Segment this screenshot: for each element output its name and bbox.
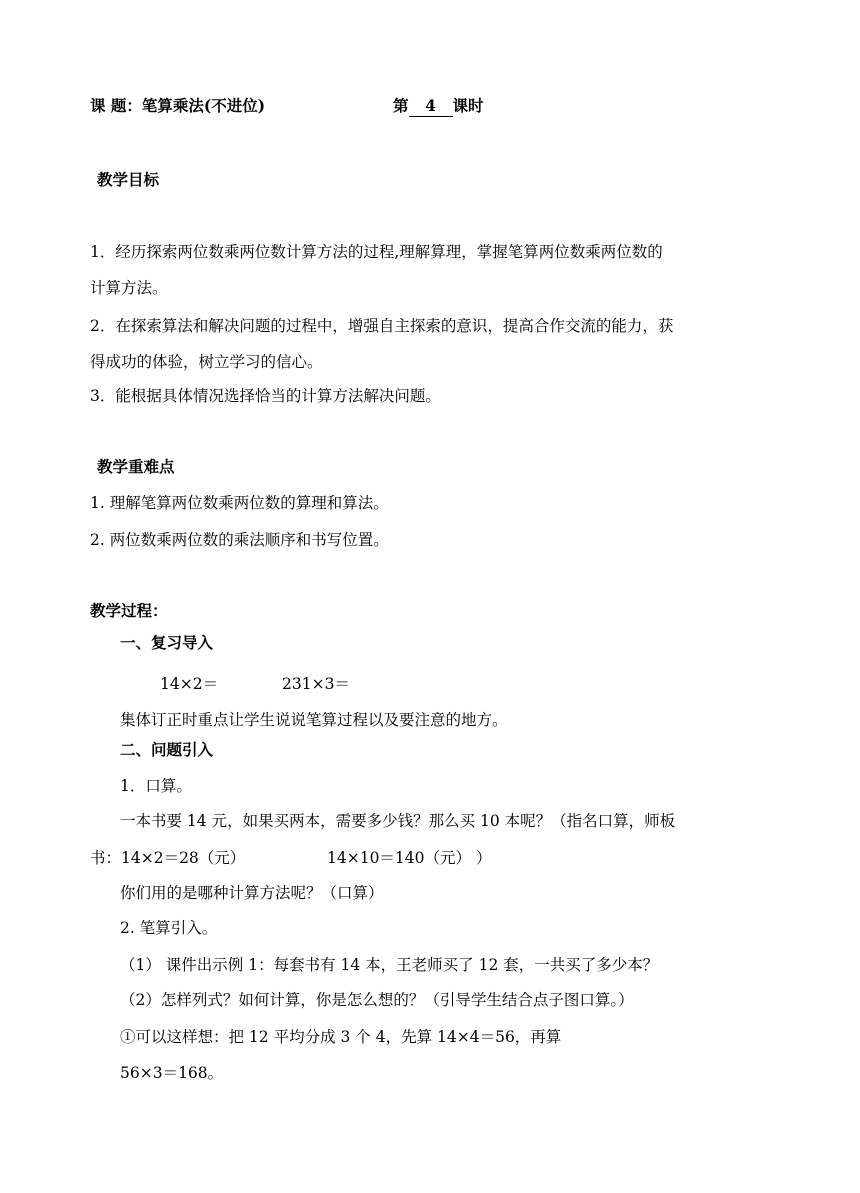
objective-line: 1．经历探索两位数乘两位数计算方法的过程,理解算理，掌握笔算两位数乘两位数的 xyxy=(90,243,663,261)
lesson-number-prefix: 第 xyxy=(393,96,409,115)
lesson-number-value: 4 xyxy=(409,96,453,117)
intro-paragraph: 2. 笔算引入。 xyxy=(120,919,218,937)
intro-paragraph: 14×10＝140（元） ） xyxy=(327,849,492,867)
intro-paragraph: 书：14×2＝28（元） xyxy=(90,849,246,867)
lesson-number xyxy=(393,96,484,117)
intro-paragraph: （1） 课件出示例 1：每套书有 14 本，王老师买了 12 套，一共买了多少本？ xyxy=(120,956,659,974)
review-expression-2: 231×3＝ xyxy=(282,675,350,693)
lesson-title-label: 课 题：笔算乘法(不进位) xyxy=(90,96,266,115)
intro-paragraph: 一本书要 14 元，如果买两本，需要多少钱？那么买 10 本呢？（指名口算，师板 xyxy=(120,812,676,830)
intro-paragraph: ①可以这样想：把 12 平均分成 3 个 4，先算 14×4＝56，再算 xyxy=(120,1028,562,1046)
key-points-heading: 教学重难点 xyxy=(97,457,175,476)
lesson-title xyxy=(90,96,265,116)
intro-paragraph: （2）怎样列式？如何计算，你是怎么想的？（引导学生结合点子图口算。） xyxy=(120,991,634,1009)
key-point-line: 1. 理解笔算两位数乘两位数的算理和算法。 xyxy=(90,494,389,512)
section-review-heading: 一、复习导入 xyxy=(120,633,214,652)
intro-paragraph: 你们用的是哪种计算方法呢？（口算） xyxy=(120,884,384,902)
intro-paragraph: 56×3＝168。 xyxy=(120,1064,224,1082)
review-note: 集体订正时重点让学生说说笔算过程以及要注意的地方。 xyxy=(120,711,508,729)
intro-paragraph: 1．口算。 xyxy=(120,777,192,795)
objective-line: 3．能根据具体情况选择恰当的计算方法解决问题。 xyxy=(90,387,441,405)
section-intro-heading: 二、问题引入 xyxy=(120,740,214,759)
objectives-heading: 教学目标 xyxy=(97,170,160,189)
review-expression-1: 14×2＝ xyxy=(160,675,219,693)
objective-line: 计算方法。 xyxy=(90,279,168,297)
lesson-number-suffix: 课时 xyxy=(452,96,484,115)
objective-line: 得成功的体验，树立学习的信心。 xyxy=(90,353,323,371)
objective-line: 2．在探索算法和解决问题的过程中，增强自主探索的意识，提高合作交流的能力，获 xyxy=(90,317,674,335)
key-point-line: 2. 两位数乘两位数的乘法顺序和书写位置。 xyxy=(90,531,389,549)
process-heading: 教学过程： xyxy=(90,601,168,620)
